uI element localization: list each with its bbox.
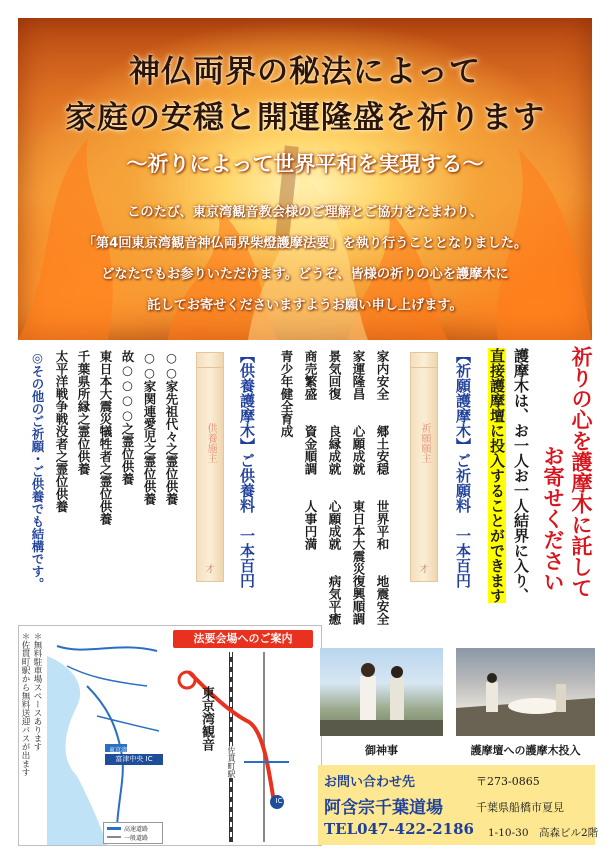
memorial-row-3: 故○○○○之霊位供養 — [120, 350, 135, 485]
legend-highway-line — [107, 827, 121, 830]
highlighted-text: 直接護摩壇に投入することができます — [488, 348, 506, 603]
memorial-row-2: ○○家関連愛児之霊位供養 — [142, 350, 157, 505]
map-ic-label: 富津中央 IC — [105, 754, 163, 765]
memorial-row-6: 太平洋戦争戦没者之霊位供養 — [54, 350, 69, 513]
map-venue-label: 東京湾観音 — [199, 686, 214, 751]
appeal-red-line2: お寄せください — [541, 445, 566, 592]
prayer-row-1: 家内安全 郷土安穏 世界平和 地震安全 — [375, 350, 390, 625]
photo-ritual-caption: 御神事 — [365, 744, 398, 757]
legend-road-line — [107, 836, 121, 838]
intro-line-4: 託してお寄せくださいますようお願い申し上げます。 — [147, 298, 463, 313]
map-ic-short: IC — [275, 797, 283, 805]
appeal-text-line1: 護摩木は、お一人お一人結界に入り、 — [512, 348, 530, 603]
prayer-row-4: 商売繁盛 資金順調 人事円満 — [303, 350, 318, 550]
fire-banner — [18, 18, 592, 340]
prayer-row-2: 家運隆昌 心願成就 東日本大震災復興順調 — [351, 350, 366, 625]
contact-address2: 1-10-30 高森ビル2階 — [488, 827, 599, 839]
intro-line-2: 「第4回東京湾観音神仏両界柴燈護摩法要」を執り行うこととなりました。 — [82, 236, 528, 251]
appeal-red-line1: 祈りの心を護摩木に託して — [569, 346, 594, 598]
photo-ritual — [320, 648, 443, 736]
contact-tel[interactable]: TEL047-422-2186 — [324, 820, 474, 838]
photo-goma-drawing — [456, 648, 595, 736]
detail-map-drawing — [169, 652, 319, 842]
contact-postal: 〒273-0865 — [476, 775, 540, 788]
intro-line-1: このたび、東京湾観音教会様のご理解とご協力をたまわり、 — [127, 205, 483, 220]
prayer-stick — [410, 352, 438, 582]
memorial-row-7: ◎その他のご祈願・ご供養でも結構です。 — [30, 350, 45, 590]
main-title-line1: 神仏両界の秘法によって — [129, 54, 481, 90]
prayer-stick-mark: 才 — [419, 565, 429, 575]
prayer-row-3: 景気回復 良縁成就 心願成就 病気平癒 — [327, 350, 342, 625]
contact-name: 阿含宗千葉道場 — [324, 798, 443, 818]
contact-address1: 千葉県船橋市夏見 — [476, 801, 564, 814]
memorial-row-4: 東日本大震災犠牲者之霊位供養 — [98, 350, 113, 525]
photo-goma-altar — [456, 648, 595, 736]
intro-line-3: どなたでもお参りいただけます。どうぞ、皆様の祈りの心を護摩木に — [101, 267, 509, 282]
memorial-stick-mark: 才 — [205, 565, 215, 575]
appeal-text-line2 — [486, 348, 508, 603]
map-label-venue-mini: 東京湾観音 — [109, 747, 140, 754]
map-note-parking: ＊無料駐車場スペースあります — [32, 632, 42, 751]
memorial-stick-label: 供養施主 — [205, 423, 216, 463]
prayer-row-5: 青少年健全育成 — [279, 350, 294, 438]
regional-map — [47, 626, 163, 845]
access-map-box — [18, 625, 322, 846]
map-note-shuttle: ＊佐貫町駅から無料送迎バスが出ます — [20, 632, 30, 777]
memorial-row-1: ○○家先祖代々之霊位供養 — [164, 350, 179, 505]
subtitle: ～祈りによって世界平和を実現する～ — [126, 152, 484, 176]
map-legend — [103, 822, 163, 844]
legend-road-text: 一般道路 — [124, 835, 149, 842]
prayer-heading: 【祈願護摩木】ご祈願料 一本百円 — [454, 348, 472, 588]
contact-label: お問い合わせ先 — [324, 775, 416, 790]
stick-line — [411, 367, 437, 368]
memorial-heading: 【供養護摩木】ご供養料 一本百円 — [238, 348, 256, 588]
map-heading: 法要会場へのご案内 — [173, 630, 313, 648]
stick-line — [197, 367, 223, 368]
regional-map-drawing — [47, 626, 163, 845]
main-title-line2: 家庭の安穏と開運隆盛を祈ります — [65, 100, 545, 136]
legend-highway-text: 高速道路 — [124, 826, 149, 833]
photo-goma-caption: 護摩壇への護摩木投入 — [470, 744, 581, 757]
photo-ritual-drawing — [320, 648, 443, 736]
map-station-label: 佐貫町駅 — [227, 746, 236, 778]
contact-box — [318, 765, 599, 845]
memorial-stick — [196, 352, 224, 582]
memorial-row-5: 千葉県所縁之霊位供養 — [76, 350, 91, 475]
prayer-stick-label: 祈願願主 — [419, 423, 430, 463]
